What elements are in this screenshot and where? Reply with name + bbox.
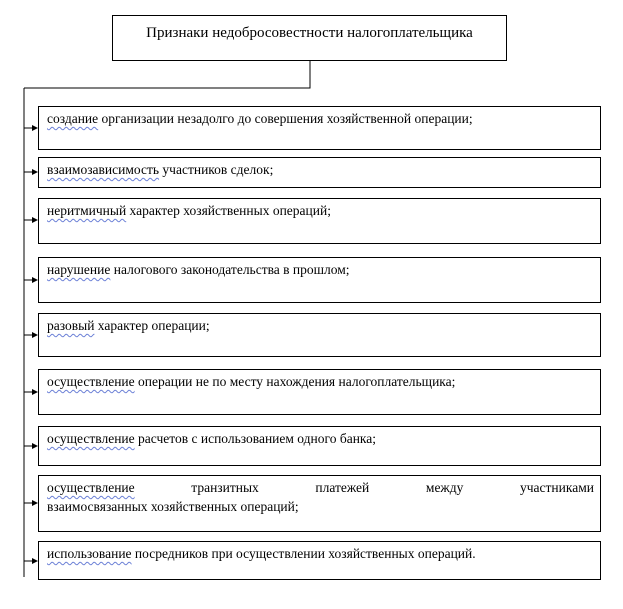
item-box (38, 369, 601, 415)
item-box (38, 198, 601, 244)
item-box (38, 475, 601, 532)
item-text: характер операции; (94, 318, 210, 333)
item-first-word: осуществление (47, 480, 135, 495)
item-first-word: использование (47, 546, 132, 561)
item-box (38, 313, 601, 357)
title-connector (24, 61, 310, 88)
item-box (38, 257, 601, 303)
item-text: посредников при осуществлении хозяйственных операций. (131, 546, 476, 561)
item-box (38, 106, 601, 150)
item-text: характер хозяйственных операций; (126, 203, 331, 218)
item-first-word: разовый (47, 318, 95, 333)
item-text: операции не по месту нахождения налогоплательщика; (134, 374, 456, 389)
item-text: транзитных платежей между участниками (134, 480, 594, 495)
item-text: участников сделок; (159, 162, 274, 177)
item-text: налогового законодательства в прошлом; (110, 262, 350, 277)
diagram-title (112, 15, 507, 61)
item-text-line2: взаимосвязанных хозяйственных операций; (47, 499, 299, 514)
item-text: организации незадолго до совершения хозяйственной операции; (98, 111, 473, 126)
item-first-word: создание (47, 111, 99, 126)
item-first-word: осуществление (47, 431, 135, 446)
item-box (38, 426, 601, 466)
diagram-title-text: Признаки недобросовестности налогоплательщика (146, 25, 473, 41)
item-first-word: неритмичный (47, 203, 127, 218)
item-first-word: взаимозависимость (47, 162, 160, 177)
item-first-word: нарушение (47, 262, 111, 277)
item-box (38, 541, 601, 580)
item-box (38, 157, 601, 188)
item-text: расчетов с использованием одного банка; (134, 431, 377, 446)
item-first-word: осуществление (47, 374, 135, 389)
